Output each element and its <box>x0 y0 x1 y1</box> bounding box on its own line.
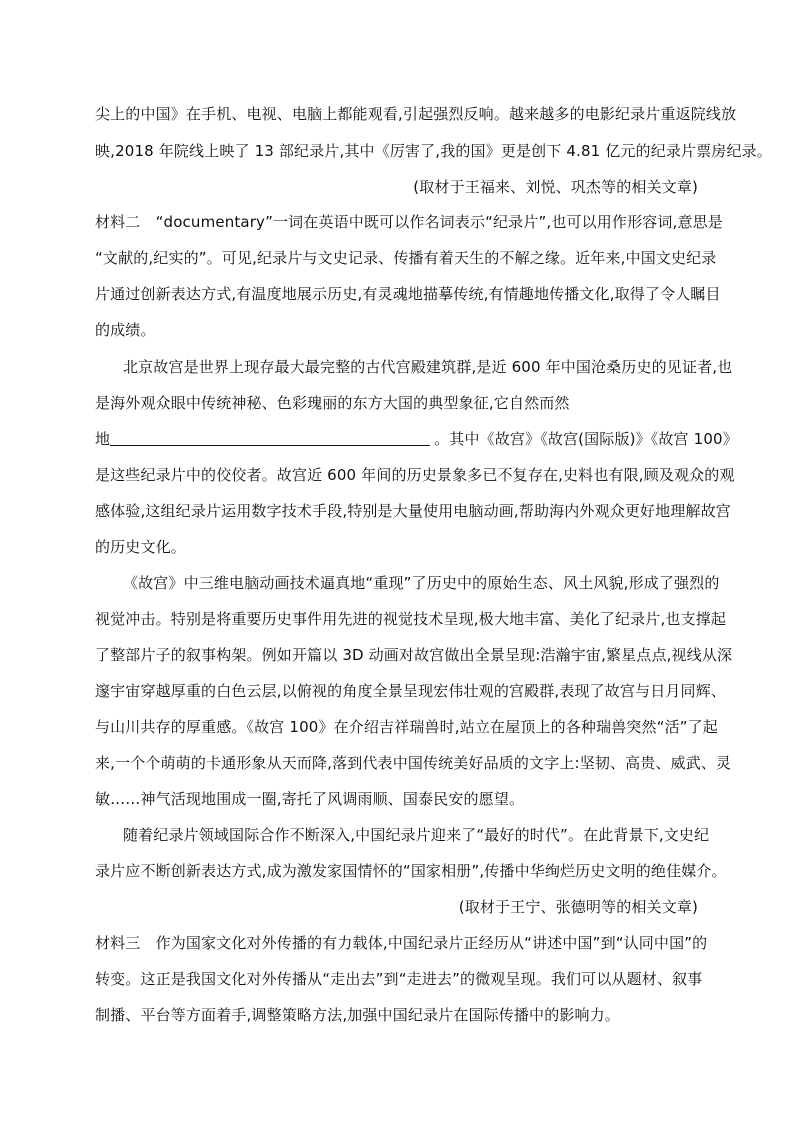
text-line: 尖上的中国》在手机、电视、电脑上都能观看,引起强烈反响。越来越多的电影纪录片重返院线放 <box>95 105 737 123</box>
material-two-heading-line: 材料二 “documentary”一词在英语中既可以作名词表示“纪录片”,也可以用作形容词,意思是 <box>95 213 723 231</box>
text-line: 的成绩。 <box>95 321 156 339</box>
text-line: 感体验,这组纪录片运用数字技术手段,特别是大量使用电脑动画,帮助海内外观众更好地理解故宫 <box>95 502 731 520</box>
text-line: 录片应不断创新表达方式,成为激发家国情怀的“国家相册”,传播中华绚烂历史文明的绝佳媒介。 <box>95 862 727 880</box>
text-line: 是这些纪录片中的佼佼者。故宫近 600 年间的历史景象多已不复存在,史料也有限,顾及观众的观 <box>95 466 735 484</box>
text-line: 的历史文化。 <box>95 538 186 556</box>
text-line: 与山川共存的厚重感。《故宫 100》在介绍吉祥瑞兽时,站立在屋顶上的各种瑞兽突然“活”了起 <box>95 718 718 736</box>
text-line: 片通过创新表达方式,有温度地展示历史,有灵魂地描摹传统,有情趣地传播文化,取得了令人瞩目 <box>95 285 721 303</box>
text-line: 映,2018 年院线上映了 13 部纪录片,其中《厉害了,我的国》更是创下 4.81 亿元的纪录片票房纪录。 <box>95 142 772 160</box>
text-line: 了整部片子的叙事构架。例如开篇以 3D 动画对故宫做出全景呈现:浩瀚宇宙,繁星点点,视线从深 <box>95 646 733 664</box>
text-line: 转变。这正是我国文化对外传播从“走出去”到“走进去”的微观呈现。我们可以从题材、叙事 <box>95 970 703 988</box>
answer-blank[interactable] <box>110 430 430 446</box>
text-segment: 地 <box>95 430 111 448</box>
fill-in-line <box>95 429 738 449</box>
source-note: (取材于王福来、刘悦、巩杰等的相关文章) <box>413 178 698 196</box>
text-line: 制播、平台等方面着手,调整策略方法,加强中国纪录片在国际传播中的影响力。 <box>95 1006 620 1024</box>
text-line: 随着纪录片领域国际合作不断深入,中国纪录片迎来了“最好的时代”。在此背景下,文史纪 <box>123 826 710 844</box>
text-segment: 。其中《故宫》《故宫(国际版)》《故宫 100》 <box>434 430 738 448</box>
text-line: 邃宇宙穿越厚重的白色云层,以俯视的角度全景呈现宏伟壮观的宫殿群,表现了故宫与日月同辉、 <box>95 682 726 700</box>
text-line: 视觉冲击。特别是将重要历史事件用先进的视觉技术呈现,极大地丰富、美化了纪录片,也支撑起 <box>95 610 726 628</box>
text-line: 来,一个个萌萌的卡通形象从天而降,落到代表中国传统美好品质的文字上:坚韧、高贵、威武、灵 <box>95 754 732 772</box>
material-three-heading-line: 材料三 作为国家文化对外传播的有力载体,中国纪录片正经历从“讲述中国”到“认同中国”的 <box>95 934 708 952</box>
text-line: 敏……神气活现地围成一圈,寄托了风调雨顺、国泰民安的愿望。 <box>95 790 525 808</box>
text-line: 北京故宫是世界上现存最大最完整的古代宫殿建筑群,是近 600 年中国沧桑历史的见证者,也 <box>123 358 733 376</box>
text-line: 是海外观众眼中传统神秘、色彩瑰丽的东方大国的典型象征,它自然而然 <box>95 394 570 412</box>
text-line: “文献的,纪实的”。可见,纪录片与文史记录、传播有着天生的不解之缘。近年来,中国文史纪录 <box>95 249 717 267</box>
text-line: 《故宫》中三维电脑动画技术逼真地“重现”了历史中的原始生态、风土风貌,形成了强烈的 <box>123 574 720 592</box>
source-note: (取材于王宁、张德明等的相关文章) <box>458 898 698 916</box>
